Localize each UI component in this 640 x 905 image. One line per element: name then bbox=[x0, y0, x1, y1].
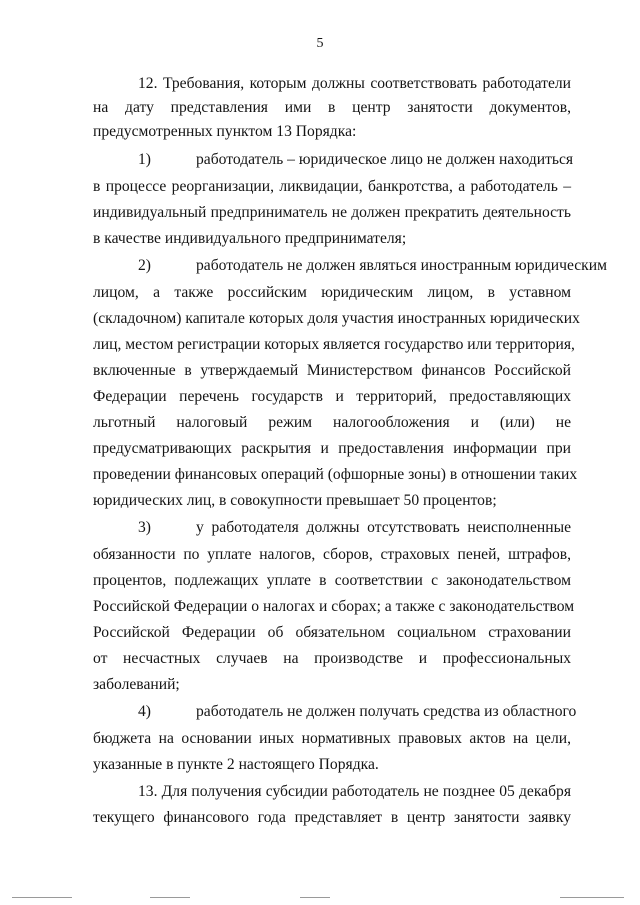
text-line: 13. Для получения субсидии работодатель не позднее 05 декабря bbox=[138, 783, 571, 800]
text-line: на дату представления ими в центр занятости документов, bbox=[93, 99, 571, 116]
text-line: текущего финансового года представляет в центр занятости заявку bbox=[93, 809, 571, 826]
text-line: предусматривающих раскрытия и предоставления информации при bbox=[93, 440, 571, 457]
text-line: бюджета на основании иных нормативных правовых актов на цели, bbox=[93, 730, 571, 747]
text-line: Российской Федерации об обязательном социальном страховании bbox=[93, 624, 571, 641]
text-line: индивидуальный предприниматель не должен прекратить деятельность bbox=[93, 204, 571, 221]
text-line: (складочном) капитале которых доля участия иностранных юридических bbox=[93, 310, 580, 327]
text-line: юридических лиц, в совокупности превышает 50 процентов; bbox=[93, 492, 497, 509]
text-line: работодатель не должен получать средства из областного bbox=[196, 703, 577, 720]
page-number: 5 bbox=[316, 36, 324, 51]
list-item-line bbox=[93, 256, 607, 276]
text-line: проведении финансовых операций (офшорные зоны) в отношении таких bbox=[93, 466, 578, 483]
list-item-line bbox=[93, 150, 574, 170]
text-line: работодатель не должен являться иностранным юридическим bbox=[196, 257, 607, 274]
text-line: у работодателя должны отсутствовать неисполненные bbox=[196, 519, 571, 536]
text-line: включенные в утверждаемый Министерством финансов Российской bbox=[93, 362, 571, 379]
text-line: Федерации перечень государств и территорий, предоставляющих bbox=[93, 388, 571, 405]
text-line: указанные в пункте 2 настоящего Порядка. bbox=[93, 756, 379, 773]
text-line: 12. Требования, которым должны соответствовать работодатели bbox=[138, 75, 571, 92]
text-line: Российской Федерации о налогах и сборах; а также с законодательством bbox=[93, 598, 575, 615]
list-item-line bbox=[93, 518, 571, 538]
text-line: процентов, подлежащих уплате в соответствии с законодательством bbox=[93, 572, 571, 589]
list-item-number: 1) bbox=[138, 151, 151, 168]
text-line: работодатель – юридическое лицо не должен находиться bbox=[196, 151, 574, 168]
text-line: в качестве индивидуального предпринимателя; bbox=[93, 230, 407, 247]
text-line: заболеваний; bbox=[93, 676, 180, 693]
text-line: в процессе реорганизации, ликвидации, банкротства, а работодатель – bbox=[93, 178, 571, 195]
scan-edge-marks bbox=[0, 895, 640, 901]
text-line: предусмотренных пунктом 13 Порядка: bbox=[93, 123, 357, 140]
list-item-number: 4) bbox=[138, 703, 151, 720]
text-line: льготный налоговый режим налогообложения и (или) не bbox=[93, 414, 571, 431]
list-item-number: 2) bbox=[138, 257, 151, 274]
list-item-number: 3) bbox=[138, 519, 151, 536]
text-line: обязанности по уплате налогов, сборов, страховых пеней, штрафов, bbox=[93, 546, 571, 563]
text-line: лицом, а также российским юридическим лицом, в уставном bbox=[93, 284, 571, 301]
text-line: от несчастных случаев на производстве и профессиональных bbox=[93, 650, 571, 667]
list-item-line bbox=[93, 702, 577, 722]
text-line: лиц, местом регистрации которых является государство или территория, bbox=[93, 336, 575, 353]
